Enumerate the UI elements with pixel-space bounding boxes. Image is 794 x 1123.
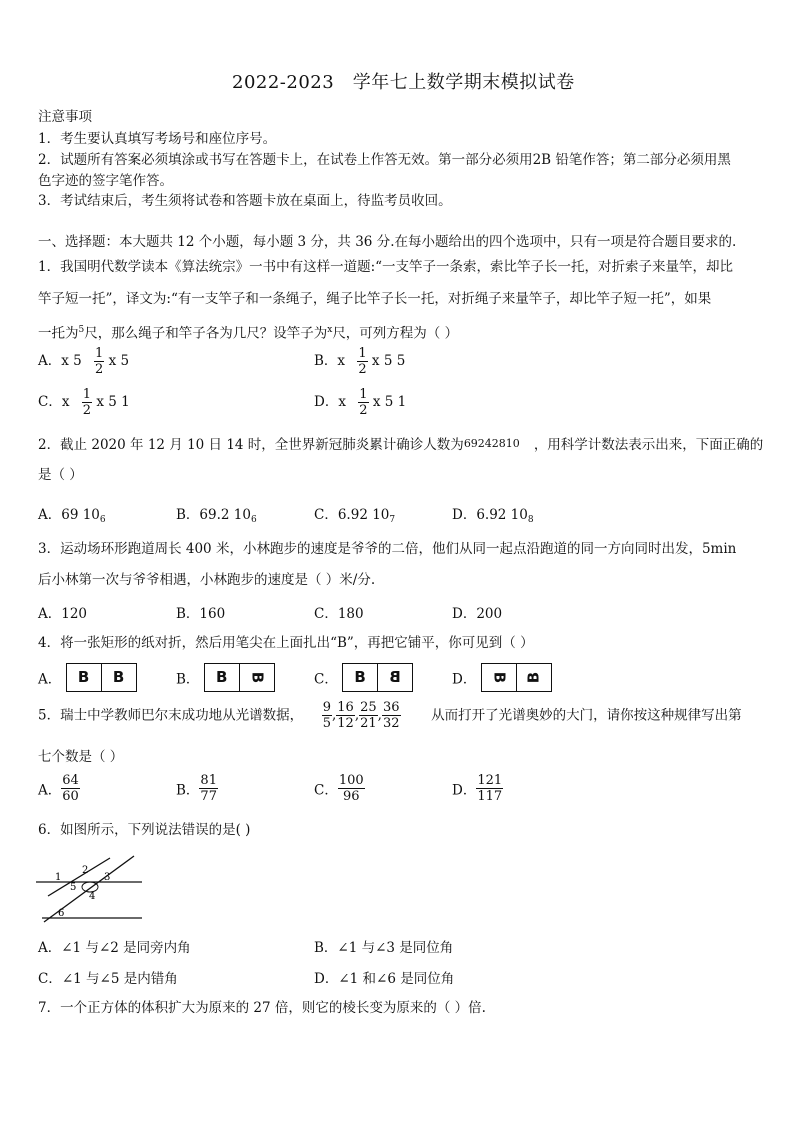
q5-option-d[interactable]: D． $\frac{121}{117}$ [452,773,503,804]
angle-label-2: 2 [82,865,89,876]
q2-option-d[interactable]: D．6.92 $10_8$ [452,507,534,525]
q6-line-1: 6．如图所示，下列说法错误的是( ) [38,822,251,838]
q3-option-a[interactable]: A．120 [38,606,88,622]
folded-paper-figure-c: B B [342,663,413,692]
q1-line-3: 一托为$^5$尺，那么绳子和竿子各为几尺？设竿子为$^x$尺，可列方程为（ ） [38,325,459,342]
q5-option-a[interactable]: A． $\frac{64}{60}$ [38,773,79,804]
q4-line-1: 4．将一张矩形的纸对折，然后用笔尖在上面扎出“B”，再把它铺平，你可见到（ ） [38,635,534,651]
q3-option-d[interactable]: D．200 [452,606,503,622]
q1-option-b[interactable]: B．x $\frac{1}{2}$ x 5 5 [314,346,406,377]
folded-paper-figure-d: B B [481,663,552,692]
angle-label-3: 3 [104,872,111,883]
q4-option-b[interactable]: B． B B [176,663,275,692]
angle-label-1: 1 [55,872,62,883]
q5-fraction-2: $\frac{16}{12}$ [337,700,354,731]
q4-option-c[interactable]: C． B B [314,663,413,692]
folded-paper-figure-b: B B [204,663,275,692]
notice-item-3: 3．考试结束后，考生须将试卷和答题卡放在桌面上，待监考员收回。 [38,193,452,209]
q4-option-a[interactable]: A． B B [38,663,137,692]
q6-option-b[interactable]: B．∠1 与∠3 是同位角 [314,940,454,956]
q3-option-b[interactable]: B．160 [176,606,226,622]
angle-label-6: 6 [58,908,65,919]
q6-option-d[interactable]: D．∠1 和∠6 是同位角 [314,971,455,987]
q6-option-c[interactable]: C．∠1 与∠5 是内错角 [38,971,178,987]
q5-line-1: 5．瑞士中学教师巴尔末成功地从光谱数据， $\frac{9}{5}$ , $\frac{16}{12}$ , $\frac{25}{21}$ , $\frac{36}{32}$ 从而打开了光谱奥妙的大门，请你按这种规律写出第 [38,700,742,731]
q4-option-d[interactable]: D． B B [452,663,552,692]
q1-option-a[interactable]: A．x 5 $\frac{1}{2}$ x 5 [38,346,130,377]
angle-label-4: 4 [89,891,96,902]
q2-line-1: 2．截止 2020 年 12 月 10 日 14 时，全世界新冠肺炎累计确诊人数为69242810 ，用科学计数法表示出来，下面正确的 [38,437,764,453]
angle-figure [34,852,154,924]
q5-option-b[interactable]: B． $\frac{81}{77}$ [176,773,217,804]
q2-line-2: 是（ ） [38,467,83,483]
q1-line-1: 1．我国明代数学读本《算法统宗》一书中有这样一道题:“一支竿子一条索，索比竿子长一托，对折索子来量竿，却比 [38,259,734,275]
q5-line-2: 七个数是（ ） [38,749,124,765]
page-title: 2022-2023 学年七上数学期末模拟试卷 [232,72,575,93]
notice-item-2-cont: 色字迹的签字笔作答。 [38,173,173,189]
q2-option-b[interactable]: B．69.2 $10_6$ [176,507,257,525]
notice-item-1: 1．考生要认真填写考场号和座位序号。 [38,131,277,147]
q6-option-a[interactable]: A．∠1 与∠2 是同旁内角 [38,940,191,956]
q3-line-2: 后小林第一次与爷爷相遇，小林跑步的速度是（ ）米/分. [38,572,376,588]
q5-option-c[interactable]: C． $\frac{100}{96}$ [314,773,364,804]
section-heading: 一、选择题：本大题共 12 个小题，每小题 3 分，共 36 分.在每小题给出的四个选项中，只有一项是符合题目要求的. [38,234,737,250]
q2-option-a[interactable]: A．69 $10_6$ [38,507,106,525]
notice-item-2: 2．试题所有答案必须填涂或书写在答题卡上，在试卷上作答无效。第一部分必须用2B 铅笔作答；第二部分必须用黑 [38,152,731,168]
folded-paper-figure-a: B B [66,663,137,692]
q7-line-1: 7．一个正方体的体积扩大为原来的 27 倍，则它的棱长变为原来的（ ）倍. [38,1000,486,1016]
q1-option-c[interactable]: C．x $\frac{1}{2}$ x 5 1 [38,387,130,418]
q1-line-2: 竿子短一托”，译文为:“有一支竿子和一条绳子，绳子比竿子长一托，对折绳子来量竿子，却比竿子短一托”，如果 [38,291,712,307]
q3-option-c[interactable]: C．180 [314,606,364,622]
angle-label-5: 5 [70,882,77,893]
q5-fraction-1: $\frac{9}{5}$ [322,700,331,731]
notice-heading: 注意事项 [38,109,92,125]
q1-option-d[interactable]: D．x $\frac{1}{2}$ x 5 1 [314,387,407,418]
q2-option-c[interactable]: C．6.92 $10_7$ [314,507,396,525]
q5-fraction-3: $\frac{25}{21}$ [360,700,377,731]
q3-line-1: 3．运动场环形跑道周长 400 米，小林跑步的速度是爷爷的二倍，他们从同一起点沿跑道的同一方向同时出发，5min [38,541,737,557]
q5-fraction-4: $\frac{36}{32}$ [382,700,400,731]
